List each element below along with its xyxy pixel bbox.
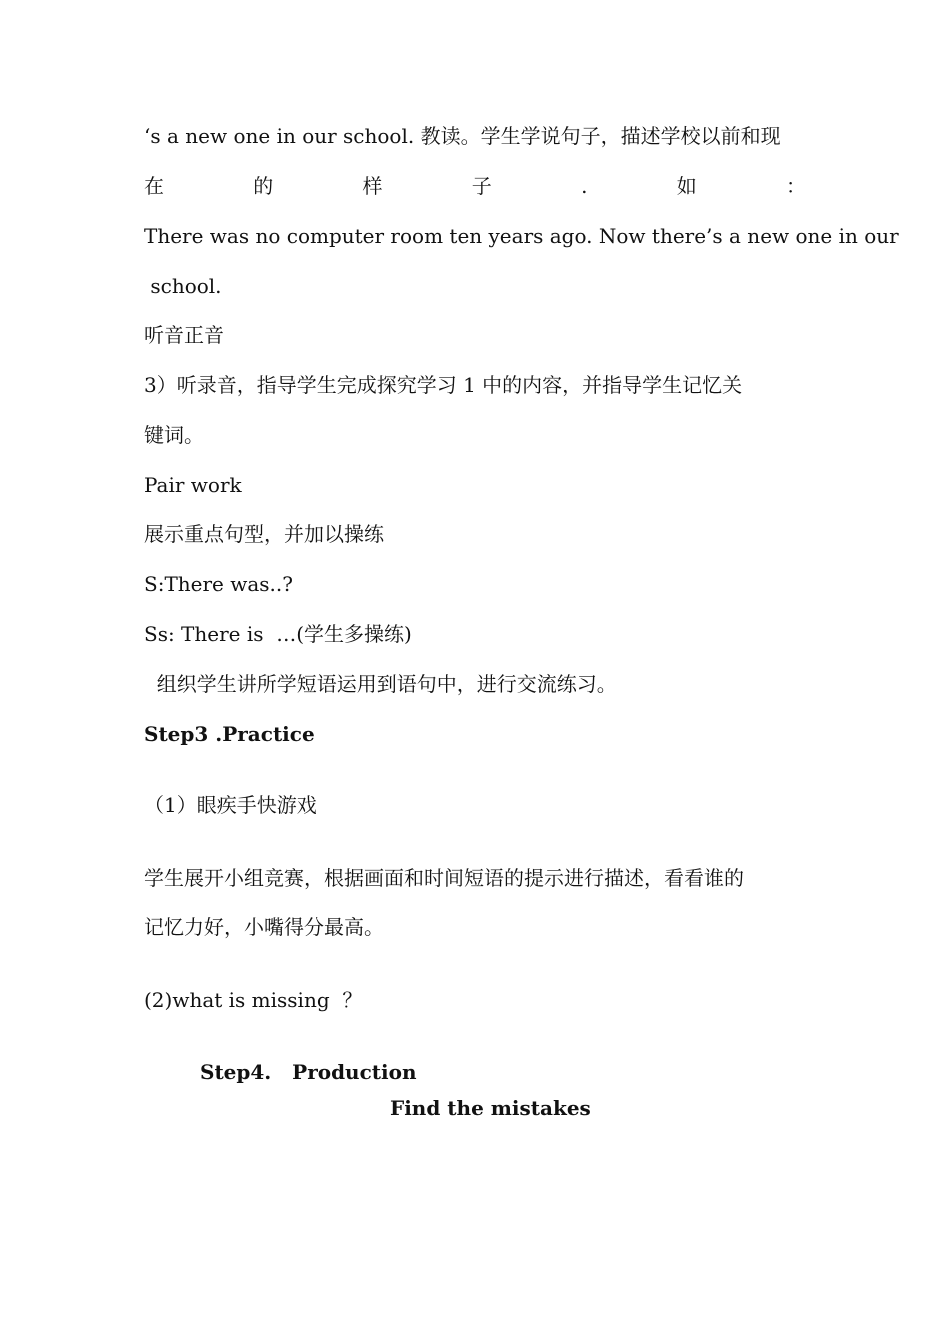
spread-line bbox=[144, 173, 806, 199]
text-line: 3）听录音，指导学生完成探究学习 1 中的内容，并指导学生记忆关 bbox=[144, 373, 743, 397]
text-line: 展示重点句型，并加以操练 bbox=[144, 522, 384, 546]
step3-heading: Step3 .Practice bbox=[144, 722, 315, 746]
text-line: ‘s a new one in our school. 教读。学生学说句子，描述学校以前和现 bbox=[144, 124, 781, 148]
text-line: Pair work bbox=[144, 473, 242, 497]
text-line: school. bbox=[144, 274, 222, 298]
text-line: 组织学生讲所学短语运用到语句中，进行交流练习。 bbox=[144, 672, 617, 696]
step4-heading: Step4. Production bbox=[200, 1060, 417, 1084]
spread-char: 样 bbox=[362, 174, 383, 198]
section-title: Find the mistakes bbox=[390, 1096, 591, 1120]
spread-char: 如 bbox=[676, 174, 697, 198]
text-line: S:There was..? bbox=[144, 572, 293, 596]
spread-char: 子 bbox=[471, 174, 492, 198]
text-line: 听音正音 bbox=[144, 323, 224, 347]
text-line: 学生展开小组竞赛，根据画面和时间短语的提示进行描述，看看谁的 bbox=[144, 866, 744, 890]
spread-char: 的 bbox=[253, 174, 274, 198]
spread-char: ： bbox=[785, 174, 806, 198]
text-line: (2)what is missing ？ bbox=[144, 988, 363, 1012]
spread-char: 在 bbox=[144, 174, 164, 198]
text-line: （1）眼疾手快游戏 bbox=[144, 793, 317, 817]
text-line: Ss: There is …(学生多操练) bbox=[144, 622, 412, 646]
spread-char: . bbox=[581, 174, 588, 198]
text-line: There was no computer room ten years ago. Now there’s a new one in our bbox=[144, 224, 899, 248]
text-line: 键词。 bbox=[144, 423, 204, 447]
text-line: 记忆力好，小嘴得分最高。 bbox=[144, 915, 384, 939]
